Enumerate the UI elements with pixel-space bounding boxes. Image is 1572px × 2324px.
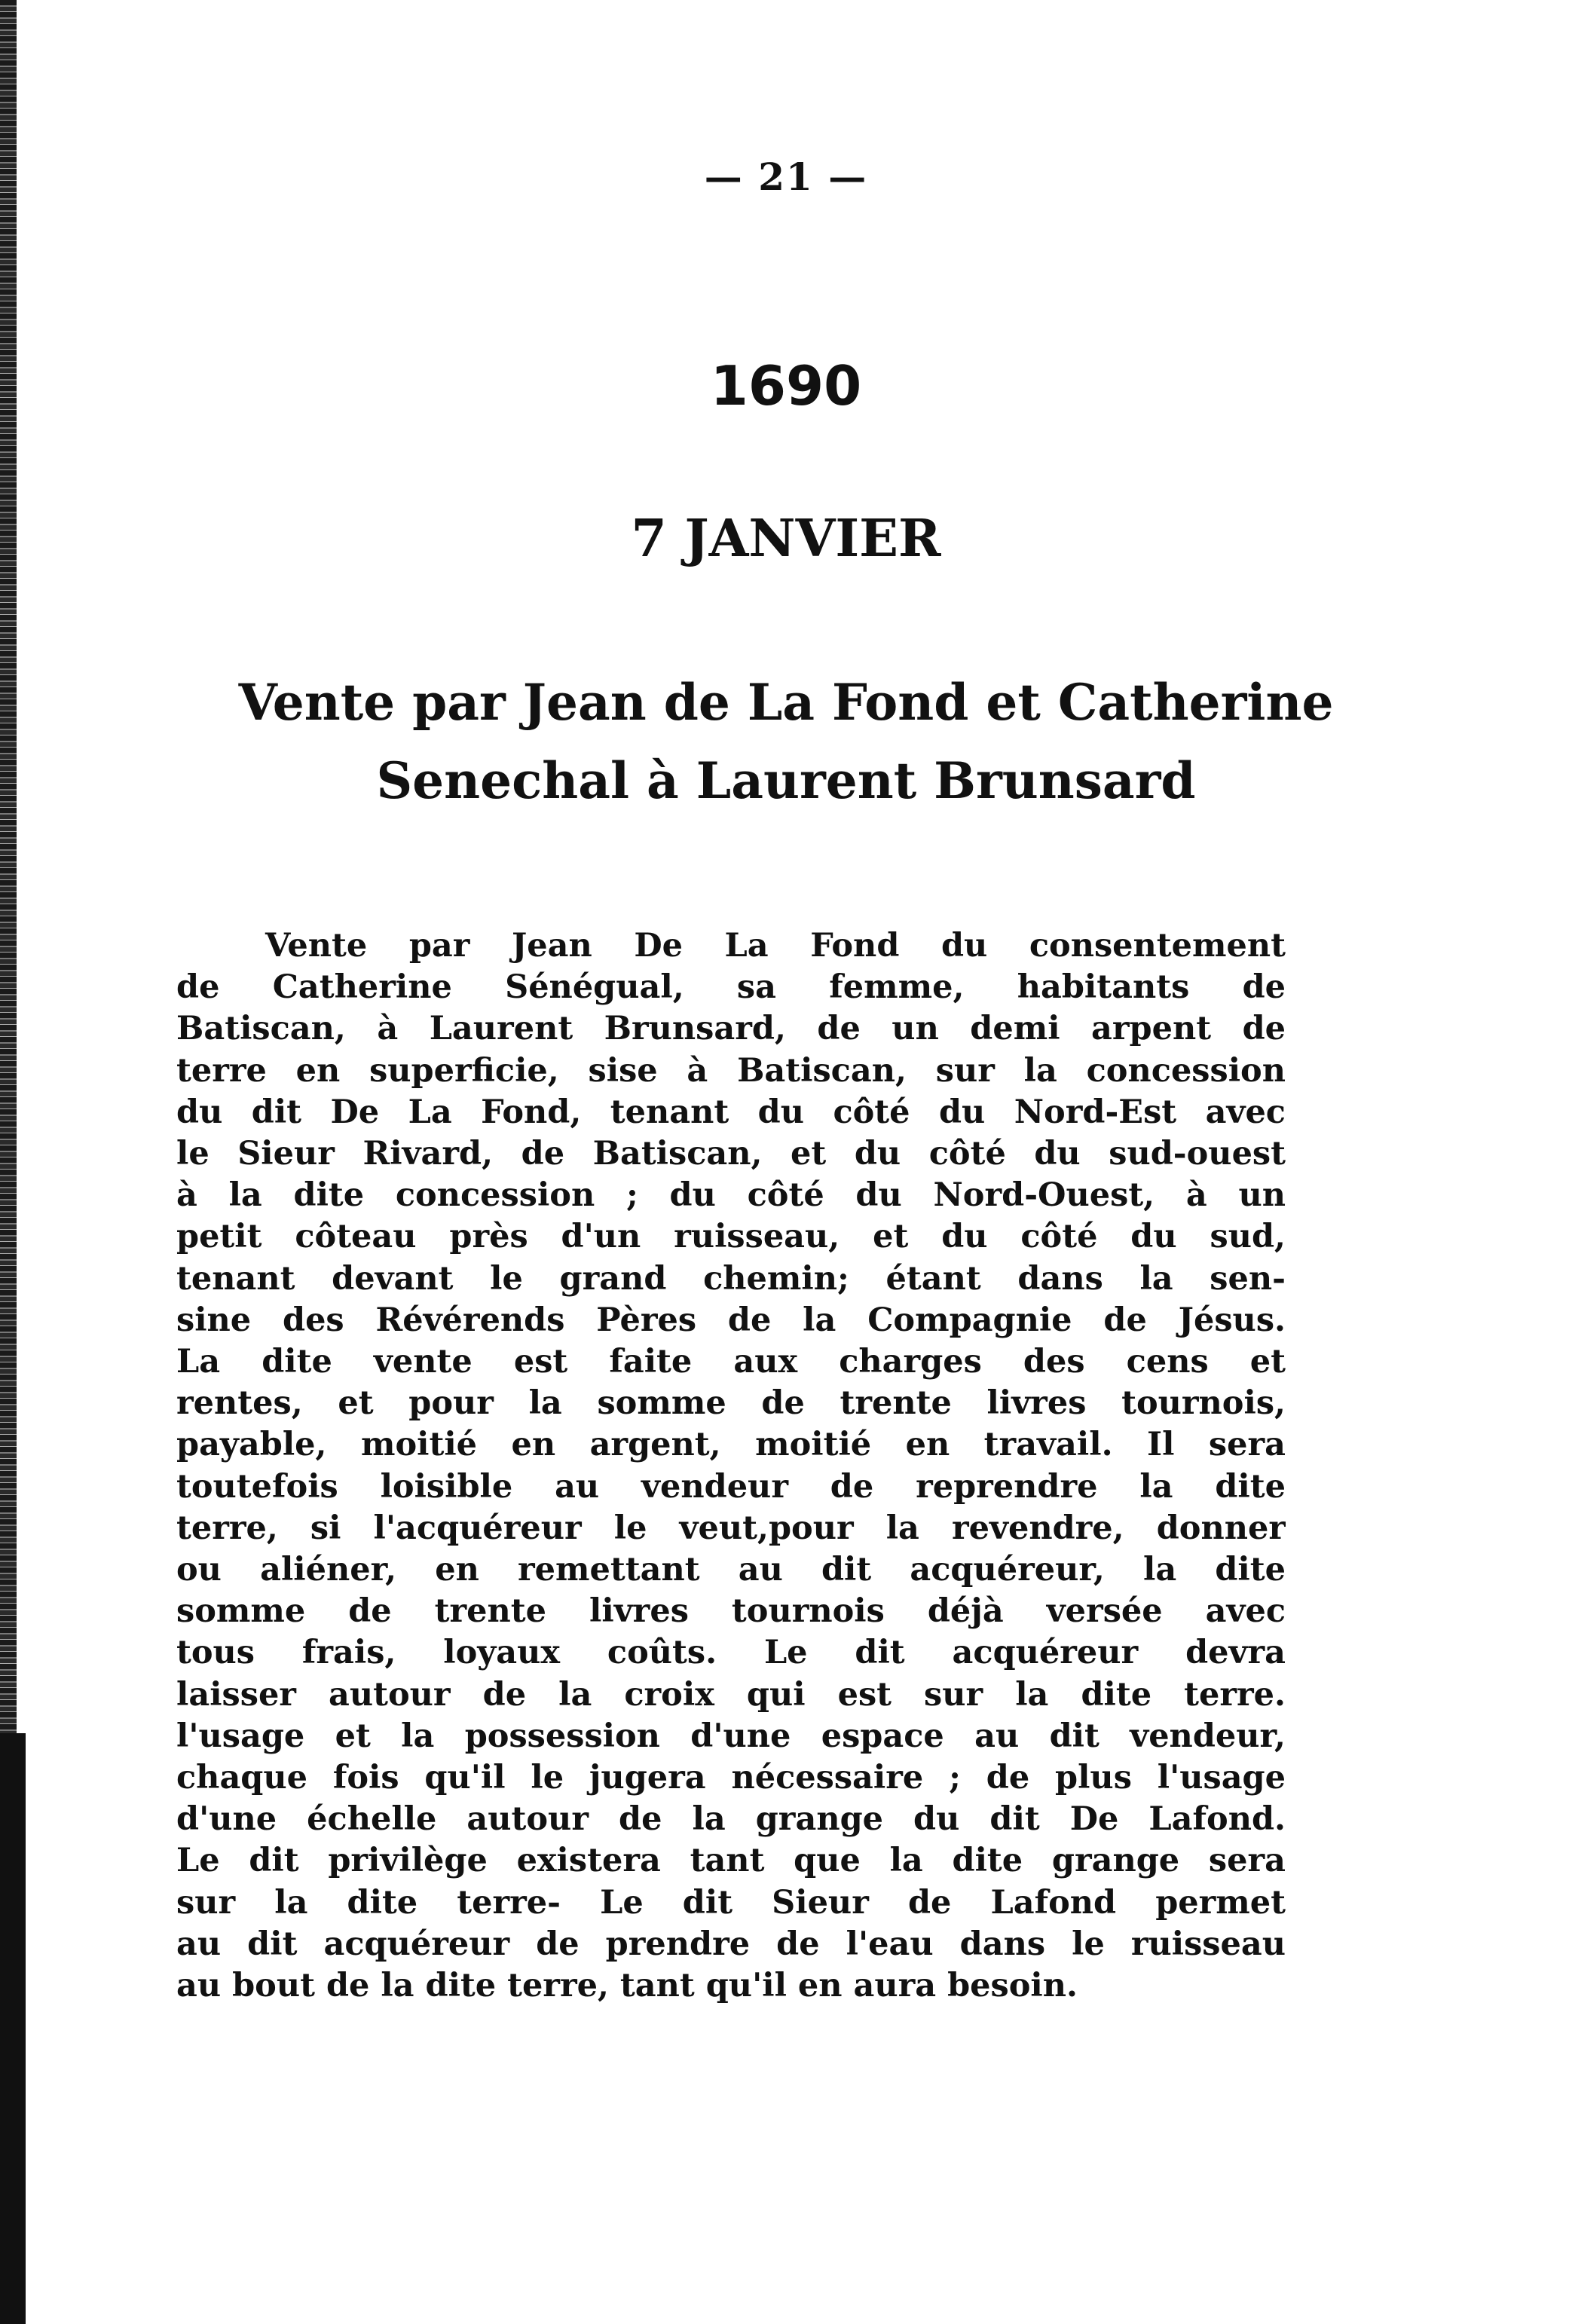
body-line: au bout de la dite terre, tant qu'il en aura besoin. <box>176 1967 1078 2005</box>
body-line: payable, moitié en argent, moitié en travail. Il sera <box>176 1426 1286 1464</box>
body-line: du dit De La Fond, tenant du côté du Nord-Est avec <box>176 1093 1286 1131</box>
title-line: Vente par Jean de La Fond et Catherine <box>238 673 1334 732</box>
body-line: Vente par Jean De La Fond du consentement <box>265 927 1286 965</box>
body-line: au dit acquéreur de prendre de l'eau dans le ruisseau <box>176 1925 1286 1963</box>
body-line: le Sieur Rivard, de Batiscan, et du côté du sud-ouest <box>176 1135 1286 1173</box>
body-line: La dite vente est faite aux charges des cens et <box>176 1343 1286 1381</box>
body-line: de Catherine Sénégual, sa femme, habitants de <box>176 968 1286 1007</box>
year-heading: 1690 <box>710 354 862 417</box>
body-line: sur la dite terre- Le dit Sieur de Lafond permet <box>176 1883 1286 1922</box>
body-line: Batiscan, à Laurent Brunsard, de un demi arpent de <box>176 1010 1286 1048</box>
page-number: — 21 — <box>704 154 868 199</box>
body-line: Le dit privilège existera tant que la dite grange sera <box>176 1842 1286 1880</box>
body-line: tous frais, loyaux coûts. Le dit acquéreur devra <box>176 1634 1286 1672</box>
body-line: à la dite concession ; du côté du Nord-Ouest, à un <box>176 1176 1286 1215</box>
body-line: laisser autour de la croix qui est sur la dite terre. <box>176 1675 1286 1714</box>
body-text <box>176 925 1286 2007</box>
body-line: terre en superficie, sise à Batiscan, sur la concession <box>176 1051 1286 1090</box>
body-line: l'usage et la possession d'une espace au dit vendeur, <box>176 1717 1286 1755</box>
binding-edge-shadow <box>0 1733 26 2324</box>
title-line: Senechal à Laurent Brunsard <box>376 751 1196 810</box>
body-line: d'une échelle autour de la grange du dit De Lafond. <box>176 1800 1286 1839</box>
deed-title <box>136 663 1436 820</box>
body-line: chaque fois qu'il le jugera nécessaire ; de plus l'usage <box>176 1759 1286 1797</box>
date-heading: 7 JANVIER <box>631 509 941 569</box>
body-line: terre, si l'acquéreur le veut,pour la revendre, donner <box>176 1509 1286 1547</box>
body-line: ou aliéner, en remettant au dit acquéreur, la dite <box>176 1551 1286 1589</box>
body-line: petit côteau près d'un ruisseau, et du côté du sud, <box>176 1218 1286 1256</box>
body-line: rentes, et pour la somme de trente livres tournois, <box>176 1384 1286 1423</box>
body-line: toutefois loisible au vendeur de reprendre la dite <box>176 1467 1286 1506</box>
body-line: somme de trente livres tournois déjà versée avec <box>176 1592 1286 1631</box>
body-line: tenant devant le grand chemin; étant dans la sen- <box>176 1259 1286 1298</box>
body-line: sine des Révérends Pères de la Compagnie de Jésus. <box>176 1301 1286 1339</box>
